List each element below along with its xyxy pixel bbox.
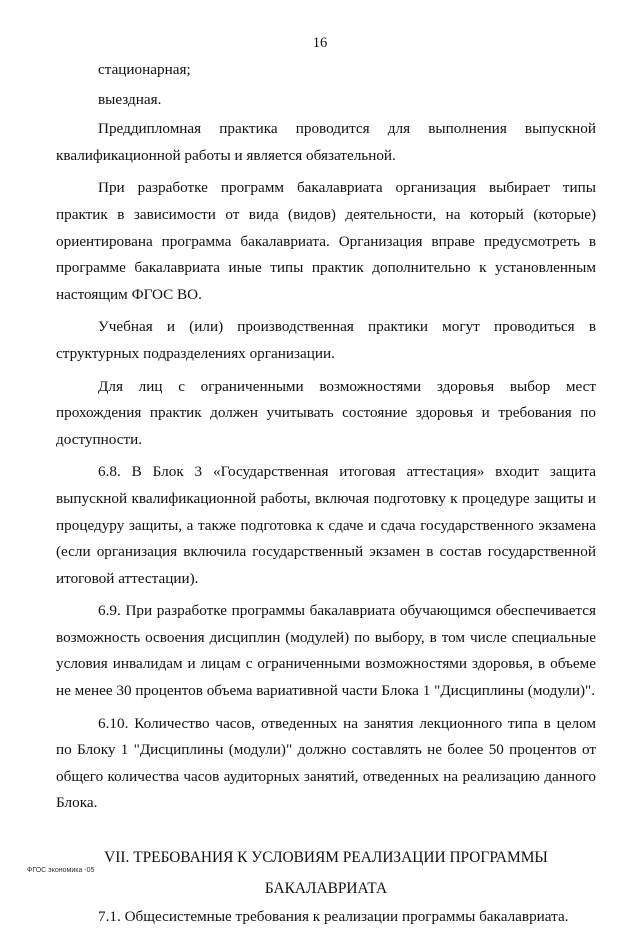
subsection-7-1: 7.1. Общесистемные требования к реализации программы бакалавриата. [98, 908, 569, 926]
paragraph-structural-units: Учебная и (или) производственная практики могут проводиться в структурных подразделениях организации. [56, 318, 596, 362]
page-body [56, 57, 596, 931]
section-heading-line-2: БАКАЛАВРИАТА [264, 879, 388, 897]
page-number: 16 [312, 35, 328, 51]
paragraph-6-9: 6.9. При разработке программы бакалавриата обучающимся обеспечивается возможность освоения дисциплин (модулей) по выбору, в том числе специальные условия инвалидам и лицам с ограниченными возможностями здоровья, в объеме не менее 30 процентов объема вариативной части Блока 1 "Дисциплины (модули)". [56, 602, 596, 700]
section-heading-line-1: VII. ТРЕБОВАНИЯ К УСЛОВИЯМ РЕАЛИЗАЦИИ ПРОГРАММЫ [104, 849, 548, 867]
list-item-field: выездная. [98, 90, 162, 108]
section-heading [56, 845, 596, 902]
paragraph-practice-types: При разработке программ бакалавриата организация выбирает типы практик в зависимости от вида (видов) деятельности, на который (которые) ориентирована программа бакалавриата. Организация вправе предусмотреть в программе бакалавриата иные типы практик дополнительно к установленным настоящим ФГОС ВО. [56, 179, 596, 303]
paragraph-prediploma-practice: Преддипломная практика проводится для выполнения выпускной квалификационной работы и является обязательной. [56, 120, 596, 164]
list-item-stationary: стационарная; [98, 61, 191, 78]
footer-label: ФГОС экономика -05 [27, 867, 95, 874]
paragraph-disability-practice: Для лиц с ограниченными возможностями здоровья выбор мест прохождения практик должен учитывать состояние здоровья и требования по доступности. [56, 377, 596, 448]
paragraph-6-8: 6.8. В Блок 3 «Государственная итоговая аттестация» входит защита выпускной квалификационной работы, включая подготовку к процедуре защиты и процедуру защиты, а также подготовка к сдаче и сдача государственного экзамена (если организация включила государственный экзамен в состав государственной итоговой аттестации). [56, 463, 596, 587]
paragraph-6-10: 6.10. Количество часов, отведенных на занятия лекционного типа в целом по Блоку 1 "Дисциплины (модули)" должно составлять не более 50 процентов от общего количества часов аудиторных занятий, отведенных на реализацию данного Блока. [56, 714, 596, 812]
